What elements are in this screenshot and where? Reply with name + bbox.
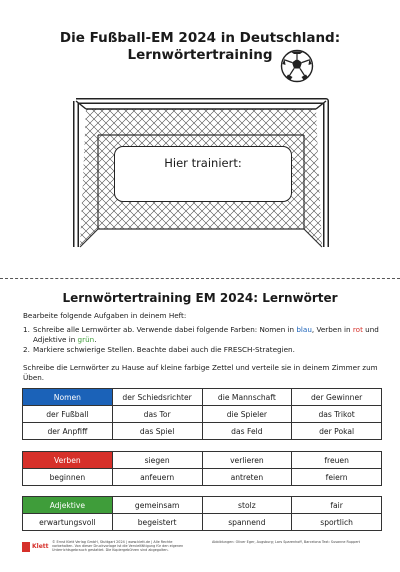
table-row <box>23 452 382 469</box>
copyright-text: © Ernst Klett Verlag GmbH, Stuttgart 2024 | www.klett.de | Alle Rechte vorbehalten. Von dieser Druckvorlage ist die Vervielfältigung für den eigenen Unterrichtsgebrauch gestattet. Die Kopiergebühren sind abgegolten. <box>52 540 184 553</box>
task-list <box>23 325 385 356</box>
table-row <box>23 389 382 406</box>
cut-line <box>0 278 400 279</box>
word-cell: verlieren <box>202 452 292 469</box>
credits-text: Abbildungen: Oliver Eger, Augsburg; Lars Sparenhoff, Barcelona Text: Susanne Ruppert <box>212 540 361 544</box>
klett-logo-icon <box>22 542 30 552</box>
section-title: Lernwörtertraining EM 2024: Lernwörter <box>62 291 338 305</box>
word-cell: erwartungsvoll <box>23 514 113 531</box>
word-cell: das Spiel <box>112 423 202 440</box>
word-cell: das Feld <box>202 423 292 440</box>
word-cell: der Gewinner <box>292 389 382 406</box>
task-text: Schreibe alle Lernwörter ab. Verwende dabei folgende Farben: Nomen in <box>33 325 297 334</box>
word-cell: das Tor <box>112 406 202 423</box>
color-word-blue: blau <box>296 325 312 334</box>
table-row <box>23 497 382 514</box>
task-item <box>23 325 385 344</box>
color-word-red: rot <box>352 325 363 334</box>
word-cell: gemeinsam <box>112 497 202 514</box>
verben-header: Verben <box>23 452 113 469</box>
home-practice-note: Schreibe die Lernwörter zu Hause auf kleine farbige Zettel und verteile sie in deinem Zimmer zum Üben. <box>23 363 378 382</box>
color-word-green: grün <box>77 334 95 344</box>
publisher-logo <box>22 542 49 552</box>
word-cell: der Fußball <box>23 406 113 423</box>
task-number: 1. <box>23 325 30 334</box>
word-cell: begeistert <box>112 514 202 531</box>
nomen-table <box>22 388 382 440</box>
word-cell: sportlich <box>292 514 382 531</box>
table-row <box>23 406 382 423</box>
task-text: Markiere schwierige Stellen. Beachte dabei auch die FRESCH-Strategien. <box>33 345 295 355</box>
page-title-line-2: Lernwörtertraining <box>127 47 273 63</box>
word-cell: fair <box>292 497 382 514</box>
word-cell: anfeuern <box>112 469 202 486</box>
word-cell: freuen <box>292 452 382 469</box>
footer <box>22 540 382 556</box>
adjektive-header: Adjektive <box>23 497 113 514</box>
adjektive-table <box>22 496 382 531</box>
intro-text: Bearbeite folgende Aufgaben in deinem Heft: <box>23 311 187 320</box>
table-row <box>23 469 382 486</box>
word-cell: der Pokal <box>292 423 382 440</box>
training-name-box[interactable] <box>114 146 292 202</box>
word-cell: beginnen <box>23 469 113 486</box>
verben-table <box>22 451 382 486</box>
word-cell: die Mannschaft <box>202 389 292 406</box>
word-cell: die Spieler <box>202 406 292 423</box>
task-item <box>23 345 385 355</box>
task-text: . <box>94 334 97 344</box>
training-name-label: Hier trainiert: <box>164 156 242 170</box>
soccer-ball-icon <box>280 49 314 83</box>
task-number: 2. <box>23 345 30 355</box>
word-cell: das Trikot <box>292 406 382 423</box>
word-cell: der Anpfiff <box>23 423 113 440</box>
word-cell: siegen <box>112 452 202 469</box>
word-cell: der Schiedsrichter <box>112 389 202 406</box>
page-title-line-1: Die Fußball-EM 2024 in Deutschland: <box>59 30 341 46</box>
table-row <box>23 514 382 531</box>
word-cell: spannend <box>202 514 292 531</box>
logo-text: Klett <box>32 543 49 550</box>
word-cell: antreten <box>202 469 292 486</box>
nomen-header: Nomen <box>23 389 113 406</box>
task-text: und Adjektive in <box>33 325 379 344</box>
table-row <box>23 423 382 440</box>
task-text: , Verben in <box>311 325 353 334</box>
word-cell: stolz <box>202 497 292 514</box>
word-cell: feiern <box>292 469 382 486</box>
page-title <box>0 30 400 64</box>
